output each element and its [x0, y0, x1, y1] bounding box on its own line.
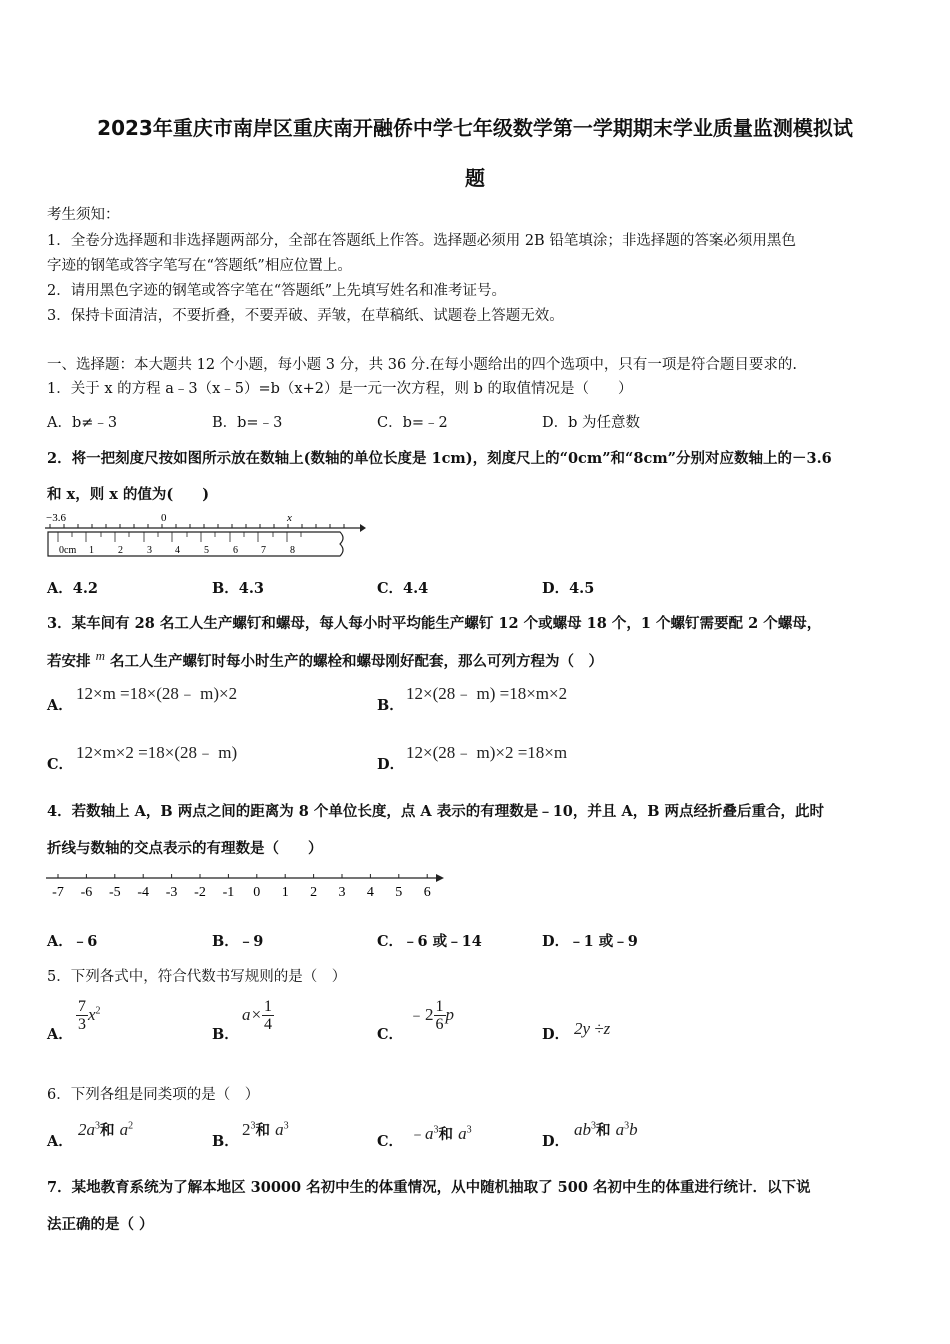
number-line-figure	[40, 868, 450, 904]
ruler-ticks	[58, 532, 301, 542]
ruler-label-1: 1	[89, 545, 94, 556]
q1-option-c[interactable]: C．b=﹣2	[377, 415, 448, 431]
q3-option-d-label[interactable]: D．	[377, 756, 405, 773]
q3-variable-m: m	[95, 648, 105, 663]
q2-stem: 2．将一把刻度尺按如图所示放在数轴上(数轴的单位长度是 1cm)，刻度尺上的“0cm”和“8cm”分别对应数轴上的－3.6	[47, 450, 832, 467]
ruler-label-0: 0cm	[59, 545, 77, 556]
q3-option-b-expr[interactable]: 12×(28﹣ m) =18×m×2	[406, 684, 568, 703]
number-line-label: -3	[165, 885, 178, 900]
q6-stem: 6．下列各组是同类项的是（ ）	[47, 1087, 260, 1103]
number-line-label: 2	[310, 885, 318, 900]
q5-option-b-expr[interactable]: a× $\frac{1}{4}$	[242, 998, 272, 1033]
q4-option-a[interactable]: A．﹣6	[47, 933, 98, 950]
q3-option-d-expr[interactable]: 12×(28﹣ m)×2 =18×m	[406, 743, 568, 762]
number-line-label: 3	[338, 885, 346, 900]
q4-option-c[interactable]: C．﹣6 或﹣14	[377, 933, 482, 950]
notice-item-1-cont: 字迹的钢笔或答字笔写在“答题纸”相应位置上。	[47, 258, 352, 274]
q1-stem: 1．关于 x 的方程 a﹣3（x﹣5）=b（x+2）是一元一次方程，则 b 的取值情况是（ ）	[47, 381, 633, 397]
number-line-label: -7	[52, 885, 64, 900]
q6-option-d-expr[interactable]: $ab^3$和 $a^3b$	[574, 1120, 638, 1139]
q1-option-a[interactable]: A．b≠﹣3	[47, 415, 118, 431]
ruler-label-2: 2	[118, 545, 123, 556]
number-line-label: 4	[366, 885, 374, 900]
number-line-label: -6	[80, 885, 93, 900]
page-title: 2023年重庆市南岸区重庆南开融侨中学七年级数学第一学期期末学业质量监测模拟试	[97, 116, 853, 140]
ruler-label-3: 3	[147, 545, 152, 556]
number-line-label: 0	[253, 885, 261, 900]
ruler-label-4: 4	[175, 545, 180, 556]
number-line-label: 6	[423, 885, 431, 900]
q5-option-d-expr[interactable]: 2y ÷z	[574, 1019, 611, 1038]
q5-option-d-label[interactable]: D．	[542, 1026, 570, 1043]
number-line-label: 5	[395, 885, 403, 900]
axis-label-zero: 0	[161, 512, 167, 524]
q6-option-d-label[interactable]: D．	[542, 1133, 570, 1150]
fraction: $\frac{7}{3}$	[78, 998, 86, 1033]
number-line-label: 1	[281, 885, 289, 900]
notice-item-1: 1．全卷分选择题和非选择题两部分，全部在答题纸上作答。选择题必须用 2B 铅笔填涂；非选择题的答案必须用黑色	[47, 233, 796, 249]
q4-stem: 4．若数轴上 A，B 两点之间的距离为 8 个单位长度，点 A 表示的有理数是﹣10，并且 A，B 两点经折叠后重合，此时	[47, 803, 824, 820]
q7-stem-cont: 法正确的是（ ）	[47, 1216, 154, 1233]
ruler-label-5: 5	[204, 545, 209, 556]
q1-option-b[interactable]: B．b=﹣3	[212, 415, 283, 431]
q6-option-b-expr[interactable]: $2^3$和 $a^3$	[242, 1120, 289, 1139]
q3-stem-cont	[47, 648, 603, 671]
q5-option-c-label[interactable]: C．	[377, 1026, 404, 1043]
q5-stem: 5．下列各式中，符合代数书写规则的是（ ）	[47, 969, 347, 985]
ruler-figure	[40, 508, 370, 566]
q6-option-a-label[interactable]: A．	[47, 1133, 73, 1150]
q3-stem-suffix: 名工人生产螺钉时每小时生产的螺栓和螺母刚好配套，那么可列方程为（ ）	[110, 652, 604, 670]
ruler-label-8: 8	[290, 545, 295, 556]
number-line-label: -5	[108, 885, 121, 900]
page-title-continued: 题	[465, 166, 485, 190]
q7-stem: 7．某地教育系统为了解本地区 30000 名初中生的体重情况，从中随机抽取了 500 名初中生的体重进行统计．以下说	[47, 1179, 811, 1196]
q4-option-b[interactable]: B．﹣9	[212, 933, 264, 950]
q3-option-b-label[interactable]: B．	[377, 697, 404, 714]
q5-option-a-expr[interactable]: $\frac{7}{3}$ $x^2$	[78, 998, 101, 1033]
section-heading: 一、选择题：本大题共 12 个小题，每小题 3 分，共 36 分.在每小题给出的四个选项中，只有一项是符合题目要求的.	[47, 357, 797, 373]
q6-option-b-label[interactable]: B．	[212, 1133, 239, 1150]
notice-heading: 考生须知：	[47, 207, 120, 223]
q4-option-d[interactable]: D．﹣1 或﹣9	[542, 933, 638, 950]
fraction: $\frac{1}{6}$	[435, 998, 444, 1033]
q5-option-b-label[interactable]: B．	[212, 1026, 239, 1043]
q6-option-c-label[interactable]: C．	[377, 1133, 404, 1150]
fraction: $\frac{1}{4}$	[263, 998, 272, 1033]
notice-item-2: 2．请用黑色字迹的钢笔或答字笔在“答题纸”上先填写姓名和准考证号。	[47, 283, 507, 299]
q3-option-c-label[interactable]: C．	[47, 756, 74, 773]
ruler-label-7: 7	[261, 545, 266, 556]
q2-option-a[interactable]: A．4.2	[47, 580, 98, 597]
ruler-label-6: 6	[233, 545, 238, 556]
number-line-label: -1	[222, 885, 235, 900]
q2-option-b[interactable]: B．4.3	[212, 580, 264, 597]
q2-option-d[interactable]: D．4.5	[542, 580, 595, 597]
q3-option-c-expr[interactable]: 12×m×2 =18×(28﹣ m)	[76, 743, 238, 762]
axis-label-x: x	[287, 512, 292, 524]
number-line-label: -2	[194, 885, 206, 900]
q3-stem-prefix: 若安排	[47, 652, 91, 670]
q6-option-a-expr[interactable]: $2a^3$和 $a^2$	[78, 1120, 134, 1139]
q3-stem: 3．某车间有 28 名工人生产螺钉和螺母，每人每小时平均能生产螺钉 12 个或螺母 18 个，1 个螺钉需要配 2 个螺母，	[47, 615, 822, 632]
axis-label-neg: −3.6	[46, 512, 66, 524]
q3-option-a-expr[interactable]: 12×m =18×(28﹣ m)×2	[76, 684, 238, 703]
q2-stem-cont: 和 x，则 x 的值为( )	[47, 486, 210, 503]
number-line-label: -4	[137, 885, 150, 900]
q5-option-c-expr[interactable]: ﹣2 $\frac{1}{6}$ p	[408, 998, 454, 1033]
q2-option-c[interactable]: C．4.4	[377, 580, 429, 597]
notice-item-3: 3．保持卡面清洁，不要折叠，不要弄破、弄皱，在草稿纸、试题卷上答题无效。	[47, 308, 564, 324]
q3-option-a-label[interactable]: A．	[47, 697, 73, 714]
q5-option-a-label[interactable]: A．	[47, 1026, 73, 1043]
q1-option-d[interactable]: D．b 为任意数	[542, 415, 641, 431]
q4-stem-cont: 折线与数轴的交点表示的有理数是（ ）	[47, 840, 323, 857]
q6-option-c-expr[interactable]: $﹣a^3$和 $a^3$	[408, 1124, 472, 1143]
